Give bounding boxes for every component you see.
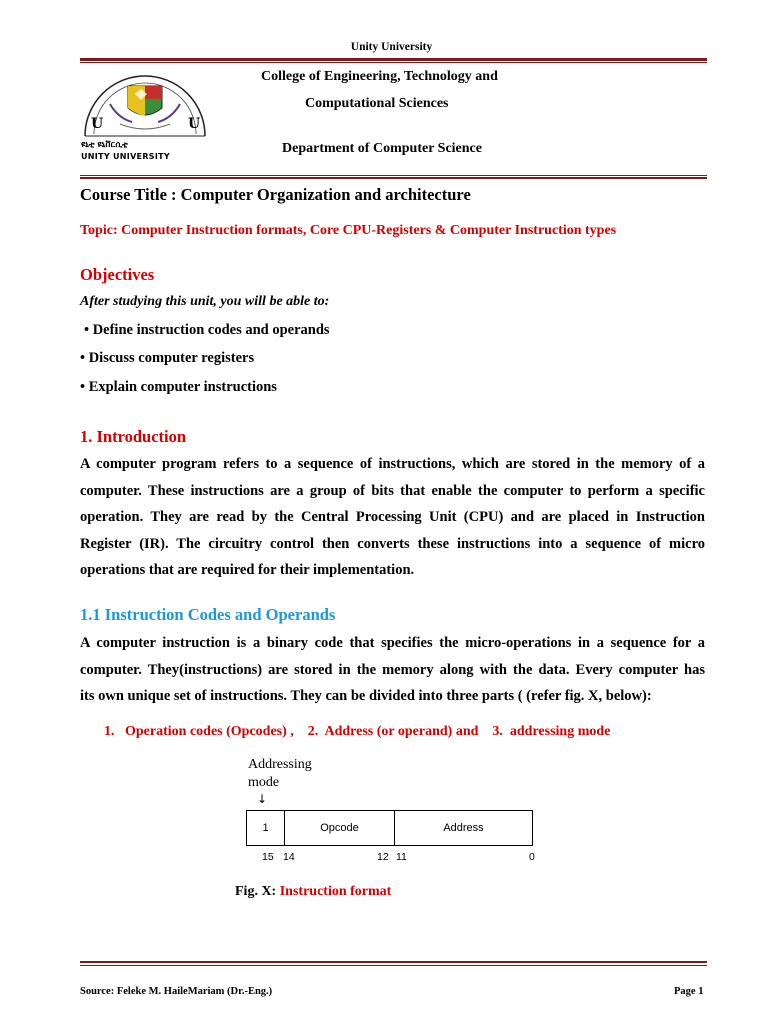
figure-caption-text: Instruction format	[279, 884, 392, 899]
header-rule-bottom-thick	[80, 177, 707, 179]
down-arrow-icon: ↓	[257, 792, 268, 806]
field-address: Address	[394, 810, 533, 846]
objective-item: • Define instruction codes and operands	[84, 322, 330, 338]
figure-mode-label-2: mode	[248, 775, 280, 790]
paragraph-line: computer. These instructions are a group of bits that enable the computer to perform a specific	[80, 482, 705, 499]
page-number: Page 1	[674, 986, 704, 997]
paragraph-line: A computer program refers to a sequence of instructions, which are stored in the memory of a	[80, 456, 705, 472]
bit-label: 14	[283, 851, 295, 863]
objective-item: • Explain computer instructions	[80, 379, 277, 395]
college-line-2: Computational Sciences	[305, 96, 449, 111]
field-addressing-mode: 1	[246, 810, 285, 846]
header-rule-bottom	[80, 175, 707, 176]
figure-caption	[235, 884, 391, 900]
footer-rule-bottom	[80, 965, 707, 966]
paragraph-line: operation. They are read by the Central Processing Unit (CPU) and are placed in Instruction	[80, 509, 705, 525]
footer-rule-top	[80, 961, 707, 963]
bit-label: 12	[377, 851, 389, 863]
university-name: Unity University	[350, 41, 433, 53]
footer-source: Source: Feleke M. HaileMariam (Dr.-Eng.)	[80, 986, 273, 997]
course-title: Course Title : Computer Organization and architecture	[80, 185, 471, 204]
university-logo	[80, 64, 210, 164]
section-heading-introduction: 1. Introduction	[80, 427, 187, 446]
section-heading-instruction-codes: 1.1 Instruction Codes and Operands	[80, 605, 336, 624]
field-opcode: Opcode	[284, 810, 395, 846]
college-line-1: College of Engineering, Technology and	[261, 69, 498, 84]
bit-label: 15	[262, 851, 274, 863]
objectives-heading: Objectives	[80, 265, 155, 284]
instruction-parts-list: 1. Operation codes (Opcodes) , 2. Address (or operand) and 3. addressing mode	[104, 724, 611, 739]
figure-caption-prefix: Fig. X:	[235, 884, 277, 899]
logo-english-text: UNITY UNIVERSITY	[81, 152, 170, 161]
bit-label: 0	[529, 851, 535, 863]
introduction-paragraph	[80, 451, 705, 584]
instruction-codes-paragraph	[80, 630, 705, 710]
paragraph-line: computer. They(instructions) are stored in the memory along with the data. Every computer has	[80, 661, 705, 678]
header-rule-top-thin	[80, 62, 707, 63]
department-name: Department of Computer Science	[282, 141, 482, 156]
logo-letter-left: U	[91, 116, 104, 132]
objective-item: • Discuss computer registers	[80, 350, 255, 366]
paragraph-line: A computer instruction is a binary code that specifies the micro-operations in a sequence for a	[80, 635, 705, 651]
logo-letter-right: U	[188, 116, 201, 132]
bit-label: 11	[396, 851, 407, 863]
paragraph-line: operations that are required for their implementation.	[80, 562, 415, 578]
header-rule-top	[80, 58, 707, 61]
paragraph-line: Register (IR). The circuitry control then converts these instructions into a sequence of micro	[80, 535, 705, 552]
topic: Topic: Computer Instruction formats, Core CPU-Registers & Computer Instruction types	[80, 223, 617, 238]
objectives-intro: After studying this unit, you will be able to:	[80, 294, 330, 309]
logo-amharic-text: ዩኒቲ ዩኒቨርሲቲ	[81, 140, 128, 150]
paragraph-line: its own unique set of instructions. They can be divided into three parts ( (refer fig. X, below):	[80, 688, 652, 704]
figure-mode-label-1: Addressing	[248, 757, 312, 772]
